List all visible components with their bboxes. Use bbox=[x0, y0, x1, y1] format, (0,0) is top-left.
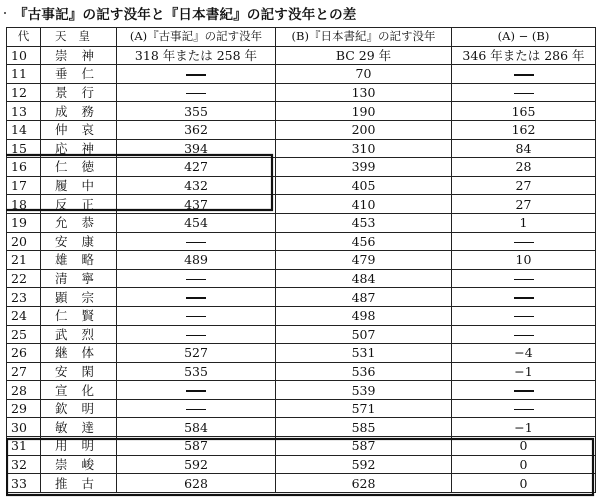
cell-nihonshoki: 498 bbox=[276, 306, 452, 325]
cell-diff: 0 bbox=[452, 455, 596, 474]
cell-dai: 17 bbox=[7, 176, 41, 195]
comparison-table-wrapper bbox=[6, 27, 595, 497]
header-dai: 代 bbox=[7, 28, 41, 47]
cell-kojiki bbox=[117, 232, 276, 251]
cell-tenno: 崇峻 bbox=[41, 455, 117, 474]
cell-diff bbox=[452, 381, 596, 400]
comparison-table bbox=[6, 27, 596, 493]
table-row bbox=[7, 362, 596, 381]
cell-kojiki: 584 bbox=[117, 418, 276, 437]
cell-diff: 0 bbox=[452, 437, 596, 456]
cell-nihonshoki: 539 bbox=[276, 381, 452, 400]
cell-dai: 27 bbox=[7, 362, 41, 381]
cell-tenno: 履中 bbox=[41, 176, 117, 195]
cell-diff: 346 年または 286 年 bbox=[452, 46, 596, 65]
cell-kojiki bbox=[117, 269, 276, 288]
dash-mark bbox=[186, 316, 206, 318]
cell-dai: 32 bbox=[7, 455, 41, 474]
cell-tenno: 応神 bbox=[41, 139, 117, 158]
table-row bbox=[7, 474, 596, 493]
cell-kojiki: 394 bbox=[117, 139, 276, 158]
cell-kojiki: 592 bbox=[117, 455, 276, 474]
table-row bbox=[7, 102, 596, 121]
cell-kojiki bbox=[117, 325, 276, 344]
cell-kojiki bbox=[117, 83, 276, 102]
cell-kojiki: 535 bbox=[117, 362, 276, 381]
table-row bbox=[7, 120, 596, 139]
cell-dai: 14 bbox=[7, 120, 41, 139]
cell-diff bbox=[452, 232, 596, 251]
cell-kojiki: 362 bbox=[117, 120, 276, 139]
table-row bbox=[7, 46, 596, 65]
dash-mark bbox=[186, 93, 206, 95]
cell-kojiki: 587 bbox=[117, 437, 276, 456]
cell-dai: 19 bbox=[7, 213, 41, 232]
cell-diff bbox=[452, 306, 596, 325]
dash-mark bbox=[514, 279, 534, 281]
dash-mark bbox=[186, 242, 206, 244]
cell-diff: −4 bbox=[452, 344, 596, 363]
table-row bbox=[7, 251, 596, 270]
cell-kojiki: 527 bbox=[117, 344, 276, 363]
cell-nihonshoki: 399 bbox=[276, 158, 452, 177]
cell-dai: 28 bbox=[7, 381, 41, 400]
cell-kojiki: 427 bbox=[117, 158, 276, 177]
cell-kojiki: 628 bbox=[117, 474, 276, 493]
table-row bbox=[7, 158, 596, 177]
table-row bbox=[7, 65, 596, 84]
cell-diff: 27 bbox=[452, 195, 596, 214]
table-row bbox=[7, 213, 596, 232]
cell-nihonshoki: 587 bbox=[276, 437, 452, 456]
dash-mark bbox=[186, 390, 206, 392]
cell-nihonshoki: 585 bbox=[276, 418, 452, 437]
cell-kojiki: 432 bbox=[117, 176, 276, 195]
cell-nihonshoki: 531 bbox=[276, 344, 452, 363]
cell-kojiki: 454 bbox=[117, 213, 276, 232]
dash-mark bbox=[514, 93, 534, 95]
dash-mark bbox=[514, 242, 534, 244]
page-title: 『古事記』の記す没年と『日本書紀』の記す没年との差 bbox=[14, 7, 357, 23]
header-tenno: 天皇 bbox=[41, 28, 117, 47]
cell-nihonshoki: 200 bbox=[276, 120, 452, 139]
cell-dai: 26 bbox=[7, 344, 41, 363]
cell-dai: 22 bbox=[7, 269, 41, 288]
cell-dai: 10 bbox=[7, 46, 41, 65]
cell-nihonshoki: 536 bbox=[276, 362, 452, 381]
cell-tenno: 安閑 bbox=[41, 362, 117, 381]
cell-diff: 10 bbox=[452, 251, 596, 270]
dash-mark bbox=[514, 390, 534, 392]
cell-nihonshoki: 484 bbox=[276, 269, 452, 288]
cell-tenno: 用明 bbox=[41, 437, 117, 456]
cell-nihonshoki: 453 bbox=[276, 213, 452, 232]
cell-tenno: 仁賢 bbox=[41, 306, 117, 325]
cell-kojiki bbox=[117, 65, 276, 84]
cell-nihonshoki: 456 bbox=[276, 232, 452, 251]
cell-diff: 162 bbox=[452, 120, 596, 139]
cell-nihonshoki: 592 bbox=[276, 455, 452, 474]
table-row bbox=[7, 269, 596, 288]
cell-diff bbox=[452, 399, 596, 418]
cell-diff: 84 bbox=[452, 139, 596, 158]
cell-tenno: 垂仁 bbox=[41, 65, 117, 84]
table-row bbox=[7, 288, 596, 307]
cell-diff bbox=[452, 65, 596, 84]
cell-dai: 30 bbox=[7, 418, 41, 437]
table-row bbox=[7, 418, 596, 437]
cell-tenno: 安康 bbox=[41, 232, 117, 251]
cell-kojiki bbox=[117, 399, 276, 418]
cell-nihonshoki: 479 bbox=[276, 251, 452, 270]
cell-dai: 31 bbox=[7, 437, 41, 456]
cell-nihonshoki: 190 bbox=[276, 102, 452, 121]
cell-nihonshoki: 70 bbox=[276, 65, 452, 84]
cell-tenno: 推古 bbox=[41, 474, 117, 493]
cell-nihonshoki: 571 bbox=[276, 399, 452, 418]
header-kojiki: (A)『古事記』の記す没年 bbox=[117, 28, 276, 47]
cell-tenno: 成務 bbox=[41, 102, 117, 121]
cell-tenno: 清寧 bbox=[41, 269, 117, 288]
dash-mark bbox=[514, 297, 534, 299]
dash-mark bbox=[514, 316, 534, 318]
cell-nihonshoki: 507 bbox=[276, 325, 452, 344]
table-row bbox=[7, 399, 596, 418]
cell-dai: 33 bbox=[7, 474, 41, 493]
cell-diff bbox=[452, 325, 596, 344]
cell-dai: 21 bbox=[7, 251, 41, 270]
table-row bbox=[7, 437, 596, 456]
dash-mark bbox=[514, 74, 534, 76]
cell-diff bbox=[452, 269, 596, 288]
table-row bbox=[7, 83, 596, 102]
cell-kojiki: 318 年または 258 年 bbox=[117, 46, 276, 65]
table-row bbox=[7, 139, 596, 158]
dash-mark bbox=[186, 335, 206, 337]
cell-tenno: 敏達 bbox=[41, 418, 117, 437]
cell-dai: 25 bbox=[7, 325, 41, 344]
cell-kojiki: 355 bbox=[117, 102, 276, 121]
cell-kojiki: 437 bbox=[117, 195, 276, 214]
cell-tenno: 宣化 bbox=[41, 381, 117, 400]
table-row bbox=[7, 176, 596, 195]
cell-nihonshoki: BC 29 年 bbox=[276, 46, 452, 65]
table-body bbox=[7, 46, 596, 492]
cell-tenno: 反正 bbox=[41, 195, 117, 214]
table-row bbox=[7, 195, 596, 214]
cell-tenno: 允恭 bbox=[41, 213, 117, 232]
cell-tenno: 武烈 bbox=[41, 325, 117, 344]
table-row bbox=[7, 455, 596, 474]
cell-kojiki: 489 bbox=[117, 251, 276, 270]
cell-kojiki bbox=[117, 288, 276, 307]
cell-tenno: 欽明 bbox=[41, 399, 117, 418]
cell-nihonshoki: 130 bbox=[276, 83, 452, 102]
cell-diff bbox=[452, 83, 596, 102]
dash-mark bbox=[514, 409, 534, 411]
dash-mark bbox=[186, 279, 206, 281]
cell-nihonshoki: 410 bbox=[276, 195, 452, 214]
header-nihonshoki: (B)『日本書紀』の記す没年 bbox=[276, 28, 452, 47]
cell-kojiki bbox=[117, 306, 276, 325]
table-row bbox=[7, 306, 596, 325]
dash-mark bbox=[186, 297, 206, 299]
cell-dai: 15 bbox=[7, 139, 41, 158]
cell-tenno: 雄略 bbox=[41, 251, 117, 270]
cell-tenno: 崇神 bbox=[41, 46, 117, 65]
cell-diff: −1 bbox=[452, 362, 596, 381]
table-row bbox=[7, 344, 596, 363]
dash-mark bbox=[186, 74, 206, 76]
cell-dai: 23 bbox=[7, 288, 41, 307]
cell-diff: −1 bbox=[452, 418, 596, 437]
cell-tenno: 景行 bbox=[41, 83, 117, 102]
scan-speck bbox=[4, 12, 6, 14]
cell-dai: 11 bbox=[7, 65, 41, 84]
cell-diff: 165 bbox=[452, 102, 596, 121]
cell-nihonshoki: 628 bbox=[276, 474, 452, 493]
cell-nihonshoki: 487 bbox=[276, 288, 452, 307]
cell-tenno: 仲哀 bbox=[41, 120, 117, 139]
cell-dai: 13 bbox=[7, 102, 41, 121]
cell-diff: 28 bbox=[452, 158, 596, 177]
cell-dai: 12 bbox=[7, 83, 41, 102]
header-diff: (A) − (B) bbox=[452, 28, 596, 47]
dash-mark bbox=[186, 409, 206, 411]
cell-diff: 27 bbox=[452, 176, 596, 195]
cell-diff: 0 bbox=[452, 474, 596, 493]
cell-dai: 16 bbox=[7, 158, 41, 177]
cell-kojiki bbox=[117, 381, 276, 400]
cell-tenno: 顕宗 bbox=[41, 288, 117, 307]
cell-nihonshoki: 310 bbox=[276, 139, 452, 158]
table-row bbox=[7, 381, 596, 400]
cell-dai: 29 bbox=[7, 399, 41, 418]
cell-dai: 20 bbox=[7, 232, 41, 251]
cell-dai: 18 bbox=[7, 195, 41, 214]
cell-diff bbox=[452, 288, 596, 307]
table-row bbox=[7, 325, 596, 344]
cell-dai: 24 bbox=[7, 306, 41, 325]
cell-tenno: 仁徳 bbox=[41, 158, 117, 177]
dash-mark bbox=[514, 335, 534, 337]
cell-tenno: 継体 bbox=[41, 344, 117, 363]
cell-nihonshoki: 405 bbox=[276, 176, 452, 195]
header-row bbox=[7, 28, 596, 47]
cell-diff: 1 bbox=[452, 213, 596, 232]
table-row bbox=[7, 232, 596, 251]
